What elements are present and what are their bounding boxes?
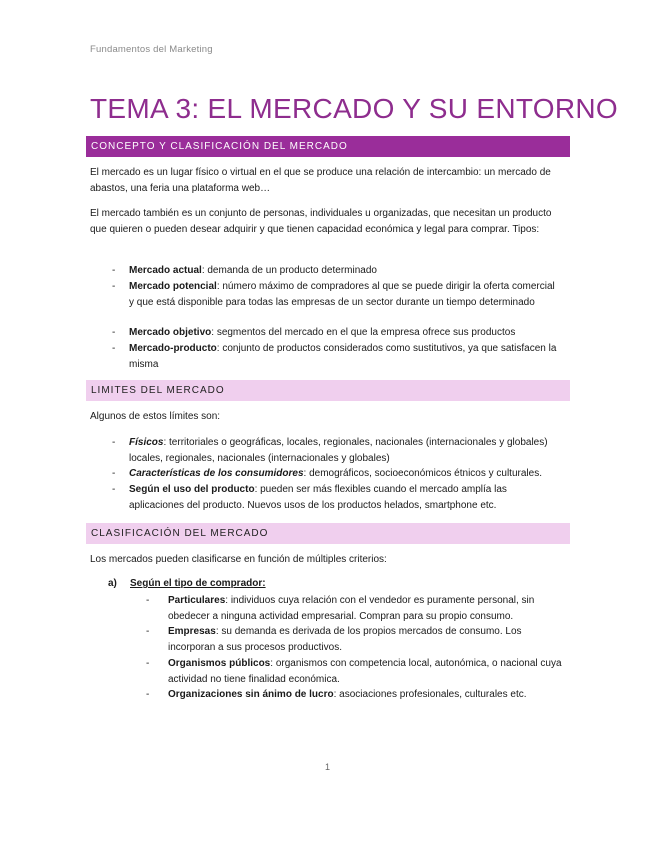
term-label: Características de los consumidores [129,468,304,479]
term-description: asociaciones profesionales, culturales etc. [339,689,527,700]
list-item-limite-uso: - Según el uso del producto: pueden ser más flexibles cuando el mercado amplía las aplicaciones del producto. Nuevos usos de los productos helados, smartphone etc. [112,484,507,511]
term-description: pueden ser más flexibles cuando el mercado amplía las aplicaciones del producto. Nuevos usos de los productos helados, smartphone etc. [129,484,507,511]
term-label: Mercado actual [129,265,202,276]
list-item-comprador-organizaciones: - Organizaciones sin ánimo de lucro: asociaciones profesionales, culturales etc. [146,687,566,703]
bullet-dash: - [112,265,116,276]
paragraph-limites-intro: Algunos de estos límites son: [90,411,221,422]
term-label: Físicos [129,437,164,448]
term-label: Organismos públicos [168,658,271,669]
term-label: Empresas [168,626,216,637]
term-description: demográficos, socioeconómicos étnicos y culturales. [309,468,542,479]
term-label: Organizaciones sin ánimo de lucro [168,689,334,700]
bullet-dash: - [112,281,116,292]
term-description: conjunto de productos considerados como sustitutivos, ya que satisfacen la misma [129,343,557,370]
subsection-letter: a) [108,578,117,589]
term-label: Según el uso del producto [129,484,255,495]
list-item-tipo-potencial: - Mercado potencial: número máximo de compradores al que se puede dirigir la oferta comercial y que está disponible para todas las empresas de un sector durante un tiempo determinado [112,281,555,308]
term-description: número máximo de compradores al que se puede dirigir la oferta comercial y que está disponible para todas las empresas de un sector durante un tiempo determinado [129,281,555,308]
list-item-tipo-actual: - Mercado actual: demanda de un producto determinado [112,263,562,279]
bullet-dash: - [146,658,150,669]
term-description: organismos con competencia local, autonómica, o nacional cuya actividad no tiene finalidad económica. [168,658,562,685]
list-item-comprador-empresas: - Empresas: su demanda es derivada de los propios mercados de consumo. Los incorporan a sus procesos productivos. [146,626,522,653]
section-heading-clasificacion: CLASIFICACIÓN DEL MERCADO [86,523,570,544]
bullet-dash: - [112,437,116,448]
term-description: territoriales o geográficas, locales, regionales, nacionales (internacionales y globales) locales, regionales, nacionales (internacionales y globales) [129,437,548,464]
term-description: individuos cuya relación con el vendedor es puramente personal, sin obedecer a ninguna actividad empresarial. Compran para su propio consumo. [168,595,535,622]
bullet-dash: - [146,626,150,637]
page-number: 1 [324,762,330,772]
list-item-tipo-objetivo: - Mercado objetivo: segmentos del mercado en el que la empresa ofrece sus productos [112,325,562,341]
section-heading-concepto: CONCEPTO Y CLASIFICACIÓN DEL MERCADO [86,136,570,157]
paragraph-clasificacion-intro: Los mercados pueden clasificarse en función de múltiples criterios: [90,554,387,565]
term-description: demanda de un producto determinado [207,265,377,276]
list-item-comprador-organismos: - Organismos públicos: organismos con competencia local, autonómica, o nacional cuya actividad no tiene finalidad económica. [146,658,562,685]
bullet-dash: - [112,484,116,495]
list-item-limite-consumidores: - Características de los consumidores: demográficos, socioeconómicos étnicos y culturales. [112,466,562,482]
bullet-dash: - [146,689,150,700]
term-label: Mercado objetivo [129,327,212,338]
subsection-heading-comprador [108,576,266,592]
paragraph-definicion-lugar: El mercado es un lugar físico o virtual en el que se produce una relación de intercambio: un mercado de abastos, una feria una plataforma web… [90,167,551,194]
paragraph-definicion-personas: El mercado también es un conjunto de personas, individuales u organizadas, que necesitan un producto que quieren o pueden desear adquirir y que tienen capacidad económica y legal para comprar. Tipos: [90,208,552,235]
term-description: su demanda es derivada de los propios mercados de consumo. Los incorporan a sus procesos productivos. [168,626,522,653]
bullet-dash: - [112,343,116,354]
page-title: TEMA 3: EL MERCADO Y SU ENTORNO [90,93,618,124]
bullet-dash: - [146,595,150,606]
section-heading-limites: LIMITES DEL MERCADO [86,380,570,401]
term-label: Particulares [168,595,226,606]
running-header: Fundamentos del Marketing [90,44,213,55]
bullet-dash: - [112,468,116,479]
list-item-tipo-producto: - Mercado-producto: conjunto de productos considerados como sustitutivos, ya que satisfacen la misma [112,343,557,370]
term-label: Mercado-producto [129,343,217,354]
subsection-label: Según el tipo de comprador: [130,578,266,589]
list-item-comprador-particulares: - Particulares: individuos cuya relación con el vendedor es puramente personal, sin obedecer a ninguna actividad empresarial. Compran para su propio consumo. [146,595,535,622]
term-label: Mercado potencial [129,281,217,292]
list-item-limite-fisicos: - Físicos: territoriales o geográficas, locales, regionales, nacionales (internacionales y globales) locales, regionales, nacionales (internacionales y globales) [112,437,548,464]
bullet-dash: - [112,327,116,338]
term-description: segmentos del mercado en el que la empresa ofrece sus productos [216,327,516,338]
